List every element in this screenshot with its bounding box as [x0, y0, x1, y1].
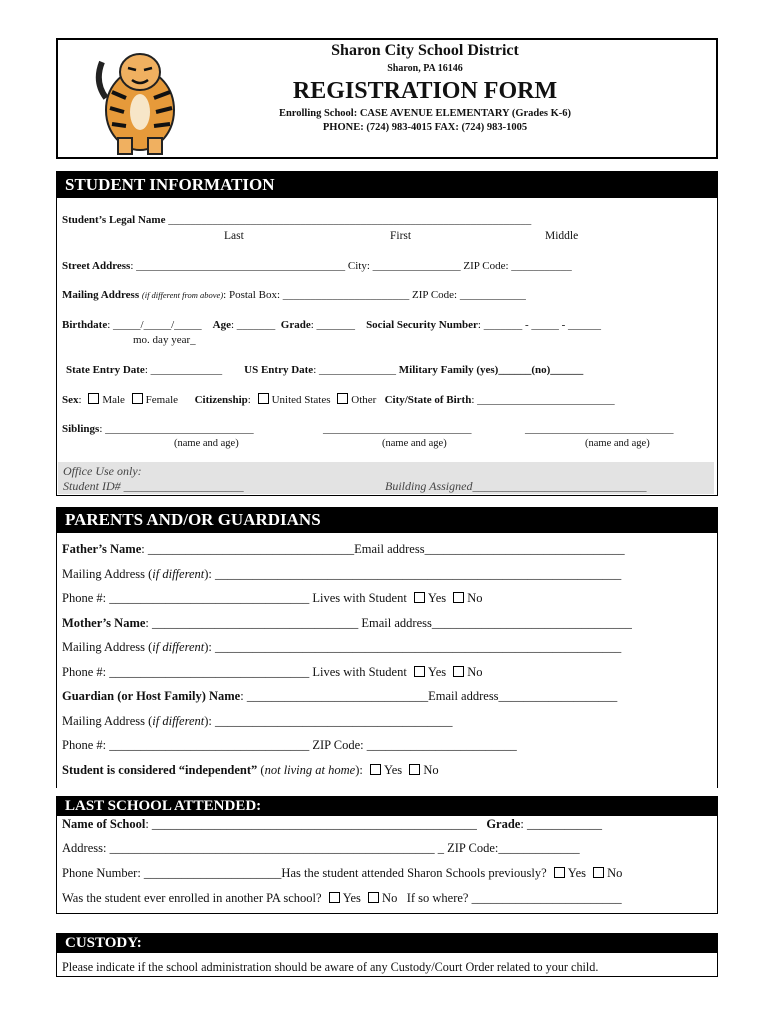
- guardian-phone-row[interactable]: [62, 738, 517, 753]
- city-state-field[interactable]: : _________________________: [471, 394, 615, 406]
- school-phone: PHONE: (724) 983-4015 FAX: (724) 983-1005: [322, 122, 528, 133]
- mailing-label-1: Mailing Address (: [62, 567, 153, 581]
- sibling-field-2[interactable]: ___________________________: [323, 423, 472, 435]
- mother-field[interactable]: : _________________________________ Email address________________________________: [145, 616, 632, 630]
- independent-label: Student is considered “independent”: [62, 763, 258, 777]
- school-address-field[interactable]: Address: ____________________________________________________ _ ZIP Code:_____________: [62, 841, 580, 855]
- sibling-caption-3: (name and age): [585, 438, 650, 449]
- mailing-field[interactable]: : Postal Box: _______________________ ZIP Code: ____________: [223, 289, 526, 301]
- district-city: Sharon, PA 16146: [387, 63, 463, 74]
- military-family-field[interactable]: Military Family (yes)______(no)______: [398, 364, 584, 376]
- female-checkbox[interactable]: [132, 393, 143, 404]
- father-phone-field[interactable]: Phone #: ________________________________ Lives with Student: [62, 591, 407, 605]
- sub-last: Last: [224, 230, 244, 242]
- tiger-logo: [92, 42, 187, 157]
- legal-name-label: Student’s Legal Name: [62, 214, 166, 226]
- mailing-label: Mailing Address: [62, 289, 140, 301]
- us-label: United States: [271, 394, 331, 406]
- yes-label: Yes: [383, 763, 403, 777]
- parents-heading: PARENTS AND/OR GUARDIANS: [57, 507, 717, 533]
- pa-yes-checkbox[interactable]: [329, 892, 340, 903]
- citizenship-label: Citizenship: [194, 394, 248, 406]
- school-phone-row[interactable]: [62, 866, 622, 881]
- not-living-at-home: not living at home: [264, 763, 356, 777]
- guardian-label: Guardian (or Host Family) Name: [62, 689, 241, 703]
- yes-label: Yes: [342, 891, 361, 905]
- ssn-field[interactable]: : _______ - _____ - ______: [477, 319, 602, 331]
- father-phone-row[interactable]: [62, 591, 483, 606]
- enrolling-school: Enrolling School: CASE AVENUE ELEMENTARY (Grades K-6): [278, 108, 572, 119]
- ssn-label: Social Security Number: [366, 319, 478, 331]
- independent-tail: ):: [355, 763, 363, 777]
- grade-label: Grade: [280, 319, 311, 331]
- age-field[interactable]: : _______: [230, 319, 276, 331]
- grade-field[interactable]: : _______: [310, 319, 356, 331]
- sex-label: Sex: [62, 394, 79, 406]
- legal-name-row[interactable]: [62, 214, 531, 226]
- other-label: Other: [351, 394, 377, 406]
- if-so-where-field[interactable]: If so where? ________________________: [406, 891, 622, 905]
- no-label: No: [467, 591, 483, 605]
- siblings-label: Siblings: [62, 423, 100, 435]
- if-different-1: if different: [152, 567, 205, 581]
- birthdate-sub: mo. day year_: [133, 334, 196, 346]
- us-entry-field[interactable]: : ______________: [313, 364, 397, 376]
- no-label: No: [423, 763, 439, 777]
- mailing-address-row[interactable]: [62, 289, 526, 301]
- sub-middle: Middle: [545, 230, 579, 242]
- us-checkbox[interactable]: [258, 393, 269, 404]
- male-checkbox[interactable]: [88, 393, 99, 404]
- school-name-row[interactable]: [62, 817, 602, 832]
- school-grade-field[interactable]: : ____________: [520, 817, 602, 831]
- sibling-caption-2: (name and age): [382, 438, 447, 449]
- district-name: Sharon City School District: [331, 42, 519, 59]
- sibling-field-3[interactable]: ___________________________: [525, 423, 674, 435]
- student-id-field: Student ID# ____________________: [63, 479, 244, 493]
- if-different-2: if different: [152, 640, 205, 654]
- legal-name-field[interactable]: __________________________________________________________________: [168, 214, 532, 226]
- entry-date-row[interactable]: [66, 364, 583, 376]
- father-field[interactable]: : _________________________________Email address________________________________: [141, 542, 625, 556]
- school-name-field[interactable]: : ____________________________________________________: [145, 817, 477, 831]
- us-entry-label: US Entry Date: [244, 364, 314, 376]
- state-entry-field[interactable]: : _____________: [144, 364, 223, 376]
- guardian-mailing-row[interactable]: [62, 714, 453, 729]
- sex-citizenship-row[interactable]: Sex: Male Female Citizenship: United States Other City/State of Birth: _________________________: [62, 394, 615, 406]
- street-label: Street Address: [62, 260, 131, 272]
- yes-label: Yes: [567, 866, 586, 880]
- if-different-3: if different: [152, 714, 205, 728]
- pa-school-question: Was the student ever enrolled in another PA school?: [62, 891, 322, 905]
- mother-row[interactable]: [62, 616, 632, 631]
- mailing-label-3: Mailing Address (: [62, 714, 153, 728]
- independent-no-checkbox[interactable]: [409, 764, 420, 775]
- pa-no-checkbox[interactable]: [368, 892, 379, 903]
- birthdate-field[interactable]: : _____/_____/_____: [107, 319, 202, 331]
- mother-phone-row[interactable]: [62, 665, 483, 680]
- pa-school-row[interactable]: [62, 891, 622, 906]
- student-heading: STUDENT INFORMATION: [57, 172, 717, 198]
- birthdate-label: Birthdate: [62, 319, 108, 331]
- guardian-mailing-field[interactable]: ): ______________________________________: [204, 714, 453, 728]
- custody-heading: CUSTODY:: [57, 934, 717, 953]
- mailing-label-2: Mailing Address (: [62, 640, 153, 654]
- mother-lives-no-checkbox[interactable]: [453, 666, 464, 677]
- form-title: REGISTRATION FORM: [292, 78, 558, 104]
- guardian-row[interactable]: [62, 689, 617, 704]
- guardian-phone-field[interactable]: Phone #: ________________________________ ZIP Code: ________________________: [62, 738, 517, 752]
- sub-first: First: [390, 230, 412, 242]
- other-checkbox[interactable]: [337, 393, 348, 404]
- age-label: Age: [212, 319, 231, 331]
- school-grade-label: Grade: [486, 817, 521, 831]
- female-label: Female: [145, 394, 179, 406]
- school-name-label: Name of School: [62, 817, 146, 831]
- custody-text: Please indicate if the school administration should be aware of any Custody/Court Order related to your child.: [62, 960, 599, 974]
- father-label: Father’s Name: [62, 542, 142, 556]
- independent-yes-checkbox[interactable]: [370, 764, 381, 775]
- father-row[interactable]: [62, 542, 625, 557]
- school-phone-field[interactable]: Phone Number: ______________________Has the student attended Sharon Schools previously?: [62, 866, 547, 880]
- attended-yes-checkbox[interactable]: [554, 867, 565, 878]
- no-label: No: [467, 665, 483, 679]
- mother-mailing-field[interactable]: ): _________________________________________________________________: [204, 640, 622, 654]
- mother-lives-yes-checkbox[interactable]: [414, 666, 425, 677]
- independent-row[interactable]: Student is considered “independent” (not living at home): Yes No: [62, 763, 439, 777]
- mother-mailing-row[interactable]: [62, 640, 621, 655]
- sibling-caption-1: (name and age): [174, 438, 239, 449]
- no-label: No: [607, 866, 623, 880]
- mother-label: Mother’s Name: [62, 616, 146, 630]
- building-assigned-field: Building Assigned_____________________________: [385, 479, 647, 493]
- city-state-label: City/State of Birth: [384, 394, 472, 406]
- state-entry-label: State Entry Date: [66, 364, 145, 376]
- mother-phone-field[interactable]: Phone #: ________________________________ Lives with Student: [62, 665, 407, 679]
- male-label: Male: [102, 394, 125, 406]
- no-label: No: [382, 891, 398, 905]
- attended-no-checkbox[interactable]: [593, 867, 604, 878]
- father-lives-no-checkbox[interactable]: [453, 592, 464, 603]
- street-field[interactable]: : ______________________________________ City: ________________ ZIP Code: ___________: [130, 260, 572, 272]
- father-mailing-field[interactable]: ): _________________________________________________________________: [204, 567, 622, 581]
- guardian-field[interactable]: : _____________________________Email address___________________: [240, 689, 618, 703]
- sibling-field-1[interactable]: : ___________________________: [99, 423, 254, 435]
- father-lives-yes-checkbox[interactable]: [414, 592, 425, 603]
- yes-label: Yes: [427, 591, 447, 605]
- yes-label: Yes: [427, 665, 447, 679]
- birthdate-row[interactable]: [62, 319, 601, 331]
- siblings-row[interactable]: [62, 423, 254, 435]
- street-address-row[interactable]: [62, 260, 572, 272]
- father-mailing-row[interactable]: [62, 567, 621, 582]
- last-school-heading: LAST SCHOOL ATTENDED:: [57, 797, 717, 816]
- mailing-note: (if different from above): [141, 290, 224, 300]
- office-use-label: Office Use only:: [63, 464, 142, 478]
